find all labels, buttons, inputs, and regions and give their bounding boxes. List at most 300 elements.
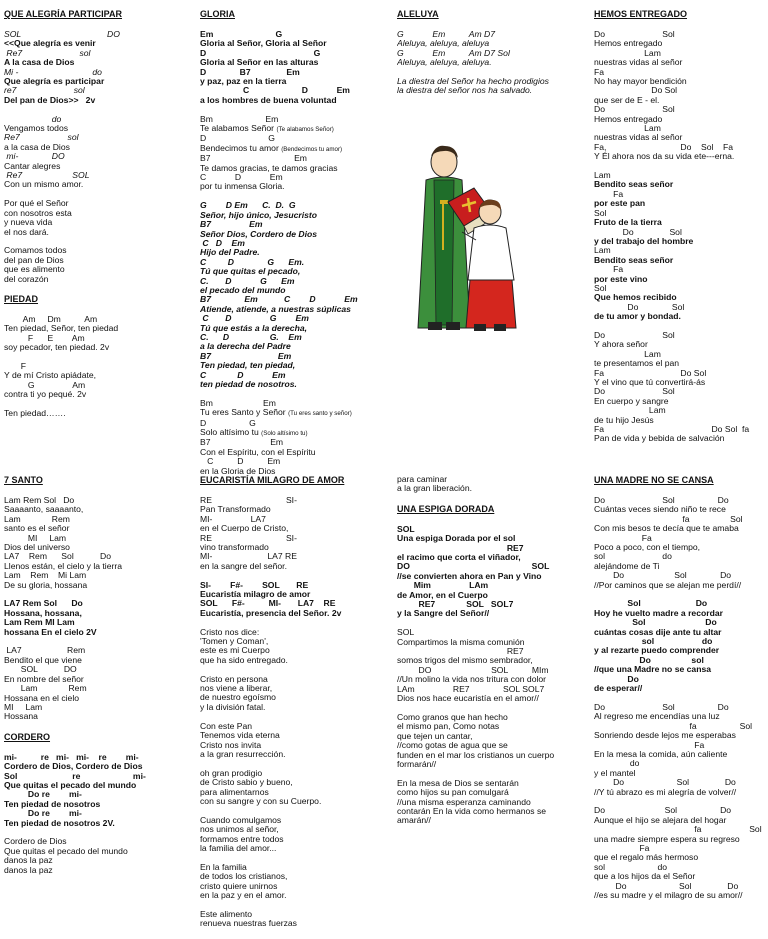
- lyric-text: y la Sangre del Señor//: [397, 608, 490, 619]
- lyric-text: y al rezarte puedo comprender: [594, 645, 720, 656]
- lyric-text: contra ti yo pequé. 2v: [4, 389, 87, 400]
- lyric-text: de Cristo sabio y bueno,: [200, 777, 293, 788]
- response-note: (Te alabamos Señor): [276, 126, 334, 134]
- lyric-text: Te alabamos Señor: [200, 123, 277, 134]
- lyric-text: C D Em: [200, 369, 286, 380]
- song-section: [4, 9, 184, 284]
- lyric-text: RE7: [397, 646, 524, 657]
- lyric-text: Sonriendo desde lejos me esperabas: [594, 730, 736, 741]
- song-title: CORDERO: [4, 731, 51, 742]
- lyric-text: C. D G. Em: [200, 331, 302, 342]
- lyric-line: [4, 343, 184, 352]
- lyric-text: Sol Do: [594, 598, 708, 609]
- lyric-text: nuestras vidas al señor: [594, 132, 683, 143]
- lyric-text: y el mantel: [594, 767, 636, 778]
- lyric-text: Cristo en persona: [200, 673, 268, 684]
- lyric-text: <<Que alegría es venir: [4, 38, 96, 49]
- lyric-text: Tú que quitas el pecado,: [200, 266, 301, 277]
- song-section: [397, 475, 587, 494]
- lyric-text: C D G Em.: [200, 256, 305, 267]
- lyric-text: sol do: [594, 861, 668, 872]
- lyric-text: Sol Do: [594, 617, 717, 628]
- lyric-text: Compartimos la misma comunión: [397, 636, 525, 647]
- lyric-text: //Por caminos que se alejan me perdí//: [594, 579, 742, 590]
- lyric-text: Solo altísimo tu: [200, 427, 262, 438]
- lyric-text: funden en el mar los cristianos un cuerpo: [397, 749, 555, 760]
- lyric-text: La diestra del Señor ha hecho prodigios: [397, 76, 549, 87]
- lyric-text: Re7 sol: [4, 132, 79, 143]
- lyric-line: [200, 380, 390, 389]
- lyric-text: el racimo que corta el viñador,: [397, 552, 521, 563]
- lyric-text: Do Sol Do: [594, 701, 729, 712]
- lyric-text: Bendito seas señor: [594, 179, 674, 190]
- lyric-text: Con el Espíritu, con el Espíritu: [200, 446, 316, 457]
- lyric-line: [4, 228, 184, 237]
- lyric-text: Hijo del Padre.: [200, 247, 260, 258]
- lyric-line: [594, 237, 768, 246]
- lyric-text: nos viene a liberar,: [200, 683, 273, 694]
- lyric-text: Sol: [594, 207, 607, 218]
- lyric-text: Do re mi-: [4, 789, 82, 800]
- lyric-text: RE SI-: [200, 532, 297, 543]
- lyric-text: Fa: [594, 264, 624, 275]
- lyric-text: sol do: [594, 551, 672, 562]
- lyric-text: Cordero de Dios, Cordero de Dios: [4, 761, 143, 772]
- priest-figure: [418, 146, 470, 330]
- lyric-line: [4, 819, 184, 828]
- lyric-text: para caminar: [397, 475, 448, 484]
- lyric-text: C D Em: [200, 85, 350, 96]
- lyric-text: con su sangre y con su Cuerpo.: [200, 795, 322, 806]
- lyric-text: G Em Am D7 Sol: [397, 47, 510, 58]
- lyric-line: [4, 275, 184, 284]
- lyric-text: Fa, Do Sol Fa: [594, 141, 733, 152]
- song-section: [200, 9, 390, 476]
- lyric-text: Fa: [594, 532, 652, 543]
- lyric-text: a los hombres de buena voluntad: [200, 94, 337, 105]
- lyric-text: Señor, hijo único, Jesucristo: [200, 209, 317, 220]
- lyric-text: Que hemos recibido: [594, 292, 677, 303]
- lyric-line: [397, 58, 577, 67]
- lyric-text: con nosotros esta: [4, 207, 72, 218]
- lyric-text: D G: [200, 47, 321, 58]
- song-title: 7 SANTO: [4, 475, 43, 485]
- lyric-text: SOL: [397, 523, 415, 534]
- lyric-text: Mim LAm: [397, 580, 489, 591]
- lyric-text: de nuestro egoísmo: [200, 692, 276, 703]
- lyric-text: oh gran prodigio: [200, 767, 263, 778]
- lyric-text: SOL: [397, 627, 415, 638]
- lyric-line: [594, 312, 768, 321]
- lyric-text: MI Lam: [4, 701, 43, 712]
- lyric-text: este es mi Cuerpo: [200, 645, 270, 656]
- lyric-line: [200, 609, 390, 618]
- lyric-text: a la derecha del Padre: [200, 341, 291, 352]
- lyric-text: Del pan de Dios>> 2v: [4, 94, 96, 105]
- lyric-text: hossana En el cielo 2V: [4, 626, 97, 637]
- lyric-text: Que quitas el pecado del mundo: [4, 779, 137, 790]
- lyric-text: en el Cuerpo de Cristo,: [200, 523, 289, 534]
- lyric-text: que es alimento: [4, 264, 65, 275]
- lyric-text: Te damos gracias, te damos gracias: [200, 162, 338, 173]
- song-section: [4, 732, 184, 875]
- lyric-line: [200, 656, 390, 665]
- lyric-text: Pan Transformado: [200, 504, 271, 515]
- lyric-text: Do Sol: [594, 329, 675, 340]
- lyric-text: cuántas cosas dije ante tu altar: [594, 626, 722, 637]
- lyric-text: Do Sol Do: [594, 495, 729, 505]
- lyric-text: Fruto de la tierra: [594, 217, 662, 228]
- lyric-text: do: [594, 758, 640, 769]
- lyric-line: [200, 562, 390, 571]
- lyric-text: vino transformado: [200, 542, 269, 553]
- lyric-line: [4, 180, 184, 189]
- lyric-text: RE7 SOL SOL7: [397, 599, 514, 610]
- lyric-text: en la paz y en el amor.: [200, 889, 287, 900]
- lyric-text: Do: [594, 673, 639, 684]
- lyric-text: SOL DO: [4, 29, 120, 39]
- lyric-text: Hemos entregado: [594, 38, 663, 49]
- lyric-text: Hossana, hossana,: [4, 607, 82, 618]
- lyric-text: D G: [200, 417, 256, 428]
- lyric-text: Lam: [594, 405, 666, 416]
- lyric-text: Do Sol Do: [594, 805, 732, 816]
- lyric-text: santo es el señor: [4, 523, 70, 534]
- lyric-text: Lam: [594, 170, 611, 181]
- lyric-text: Dios nos hace eucaristía en el amor//: [397, 693, 539, 704]
- lyric-text: Sol: [594, 282, 607, 293]
- lyric-text: G Em Am D7: [397, 29, 496, 39]
- lyric-line: [594, 275, 768, 284]
- lyric-text: LA7 Rem: [4, 645, 86, 656]
- lyric-text: mi- DO: [4, 151, 65, 162]
- lyric-text: Gloria al Señor en las alturas: [200, 57, 319, 68]
- lyric-text: SOL DO: [4, 664, 77, 675]
- lyric-line: [594, 788, 768, 797]
- lyric-text: y del trabajo del hombre: [594, 235, 694, 246]
- song-section: [397, 9, 577, 96]
- lyric-text: Re7 sol: [4, 47, 91, 58]
- lyric-text: //como gotas de agua que se: [397, 740, 508, 751]
- lyric-text: D G: [200, 133, 275, 144]
- lyric-text: DO SOL: [397, 561, 550, 572]
- lyric-text: formamos entre todos: [200, 833, 284, 844]
- blank-line: [4, 353, 184, 362]
- lyric-text: De su gloria, hossana: [4, 579, 88, 590]
- lyric-text: Do Sol Do: [594, 880, 739, 891]
- lyric-text: Este alimento: [200, 908, 253, 919]
- lyric-text: Llenos están, el cielo y la tierra: [4, 560, 122, 571]
- lyric-text: Do re mi-: [4, 808, 82, 819]
- lyric-text: Aleluya, aleluya, aleluya.: [397, 57, 492, 68]
- lyric-text: 'Tomen y Coman',: [200, 636, 269, 647]
- lyric-line: [200, 182, 390, 191]
- lyric-text: Lam: [594, 245, 611, 256]
- lyric-text: Cantar alegres: [4, 160, 61, 171]
- lyric-line: [200, 844, 390, 853]
- lyric-text: una madre siempre espera su regreso: [594, 833, 740, 844]
- lyric-text: Atiende, atiende, a nuestras súplicas: [200, 303, 351, 314]
- lyric-text: Ten piedad de nosotros 2V.: [4, 817, 115, 828]
- lyric-text: del pan de Dios: [4, 254, 64, 265]
- lyric-line: [4, 96, 184, 105]
- song-section: [200, 475, 390, 929]
- lyric-text: Cordero de Dios: [4, 836, 67, 847]
- lyric-text: soy pecador, ten piedad. 2v: [4, 342, 110, 353]
- lyric-line: [4, 409, 184, 418]
- lyric-line: [200, 96, 390, 105]
- lyric-text: cristo quiere unirnos: [200, 880, 278, 891]
- lyric-text: Lam Rem Mi Lam: [4, 570, 87, 581]
- song-title: HEMOS ENTREGADO: [594, 9, 688, 19]
- lyric-text: Dios del universo: [4, 542, 70, 553]
- lyric-text: Eucaristía milagro de amor: [200, 589, 311, 600]
- lyric-text: como hijos su pan comulgará: [397, 787, 509, 798]
- column-8: [594, 475, 768, 910]
- lyric-text: Do Sol Do: [594, 777, 736, 788]
- lyric-text: do: [4, 113, 62, 124]
- lyric-text: Lam: [594, 348, 661, 359]
- lyric-text: //Y tú abrazo es mi alegría de volver//: [594, 786, 737, 797]
- lyric-text: //se convierten ahora en Pan y Vino: [397, 570, 542, 581]
- lyric-text: el pecado del mundo: [200, 284, 286, 295]
- lyric-text: //Un molino la vida nos tritura con dolor: [397, 674, 547, 685]
- lyric-text: Al regreso me encendías una luz: [594, 711, 720, 722]
- lyric-text: Cristo nos dice:: [200, 626, 260, 637]
- lyric-text: RE SI-: [200, 495, 297, 505]
- lyric-text: nos unimos al señor,: [200, 824, 279, 835]
- song-section: [397, 504, 587, 826]
- lyric-line: [397, 484, 587, 493]
- lyric-text: por este pan: [594, 198, 646, 209]
- lyric-text: Do Sol: [594, 29, 675, 39]
- lyric-text: fa Sol: [594, 720, 753, 731]
- lyric-line: [4, 866, 184, 875]
- lyric-line: [4, 390, 184, 399]
- lyric-text: D B7 Em: [200, 66, 300, 77]
- lyric-text: //es su madre y el milagro de su amor//: [594, 890, 743, 901]
- lyric-text: de esperar//: [594, 683, 643, 694]
- lyric-text: que ser de E - el.: [594, 94, 660, 105]
- lyric-text: Em G: [200, 29, 283, 39]
- lyric-text: Ten piedad, ten piedad,: [200, 360, 296, 371]
- lyric-text: de tu hijo Jesús: [594, 414, 654, 425]
- column-5: [4, 475, 184, 885]
- lyric-line: [397, 694, 587, 703]
- lyric-text: de tu amor y bondad.: [594, 311, 681, 322]
- lyric-text: Y el vino que tú convertirá-ás: [594, 377, 706, 387]
- lyric-text: a la gran liberación.: [397, 483, 473, 494]
- lyric-text: C D G Em: [200, 313, 309, 324]
- lyric-text: y la división fatal.: [200, 701, 266, 712]
- lyric-text: para alimentarnos: [200, 786, 269, 797]
- lyric-text: sol do: [594, 636, 713, 647]
- lyric-text: MI- LA7 RE: [200, 551, 297, 562]
- lyric-text: por tu inmensa Gloria.: [200, 181, 285, 192]
- lyric-text: C. D G Em: [200, 275, 295, 286]
- lyric-text: C D Em: [200, 456, 281, 467]
- lyric-text: En la mesa de Dios se sentarán: [397, 777, 519, 788]
- lyric-line: [200, 703, 390, 712]
- lyric-text: formarán//: [397, 758, 437, 769]
- lyric-text: Lam Rem MI Lam: [4, 617, 75, 628]
- lyric-text: Por qué el Señor: [4, 198, 69, 209]
- song-title: GLORIA: [200, 9, 235, 19]
- lyric-text: Lam Rem: [4, 683, 87, 694]
- lyric-text: de todos los cristianos,: [200, 871, 288, 882]
- lyric-text: danos la paz: [4, 864, 53, 875]
- lyric-text: Aunque el hijo se alejara del hogar: [594, 814, 727, 825]
- lyric-text: en la sangre del señor.: [200, 560, 287, 571]
- response-note: (Tu eres santo y señor): [288, 410, 352, 418]
- lyric-text: mi- re mi- mi- re mi-: [4, 751, 139, 762]
- lyric-text: del corazón: [4, 273, 49, 284]
- lyric-text: que ha sido entregado.: [200, 654, 288, 665]
- lyric-text: No hay mayor bendición: [594, 76, 687, 87]
- lyric-text: MI- LA7: [200, 513, 266, 524]
- lyric-text: Que quitas el pecado del mundo: [4, 845, 128, 856]
- lyric-line: [594, 434, 768, 443]
- lyric-text: C D Em: [200, 172, 283, 183]
- lyric-text: C D Em: [200, 237, 245, 248]
- lyric-text: Do Sol: [594, 104, 675, 115]
- lyric-text: F: [4, 360, 26, 371]
- song-title: PIEDAD: [4, 293, 39, 304]
- lyric-text: MI Lam: [4, 532, 67, 543]
- lyric-text: Señor Dios, Cordero de Dios: [200, 228, 317, 239]
- column-4: [594, 9, 768, 454]
- lyric-text: Con mis besos te decía que te amaba: [594, 523, 739, 534]
- column-3: [397, 9, 577, 106]
- lyric-text: Tú que estás a la derecha,: [200, 322, 307, 333]
- lyric-text: Bm Em: [200, 113, 279, 124]
- lyric-text: re7 sol: [4, 85, 85, 96]
- lyric-text: Do sol: [594, 654, 704, 665]
- lyric-text: fa Sol: [594, 824, 762, 835]
- lyric-line: [397, 86, 577, 95]
- lyric-text: Hoy he vuelto madre a recordar: [594, 607, 723, 618]
- lyric-line: [594, 684, 768, 693]
- lyric-text: Y de mí Cristo apiádate,: [4, 370, 97, 381]
- lyric-text: Fa: [594, 842, 650, 853]
- lyric-line: [594, 152, 768, 161]
- lyric-line: [200, 919, 390, 928]
- lyric-text: G D Em C. D. G: [200, 200, 296, 211]
- lyric-text: Re7 SOL: [4, 170, 90, 181]
- lyric-text: Cuántas veces siendo niño te rece: [594, 504, 726, 515]
- lyric-text: y nueva vida: [4, 217, 53, 228]
- lyric-text: Una espiga Dorada por el sol: [397, 533, 516, 544]
- lyric-text: Fa Do Sol fa: [594, 424, 750, 435]
- lyric-text: Y Él ahora nos da su vida ete---erna.: [594, 151, 735, 162]
- lyric-text: contarán En la vida como hermanos se: [397, 805, 547, 816]
- lyric-text: Fa: [594, 188, 624, 199]
- lyric-text: Como granos que han hecho: [397, 711, 508, 722]
- lyric-text: SI- F#- SOL RE: [200, 579, 309, 590]
- song-title: EUCARISTÍA MILAGRO DE AMOR: [200, 475, 345, 485]
- lyric-text: en la Gloria de Dios: [200, 465, 276, 476]
- lyric-text: danos la paz: [4, 855, 53, 866]
- lyric-text: B7 Em: [200, 219, 263, 230]
- lyric-text: Y ahora señor: [594, 339, 648, 350]
- lyric-text: Ten piedad…….: [4, 407, 66, 418]
- song-title: ALELUYA: [397, 9, 439, 19]
- lyric-line: [200, 891, 390, 900]
- lyric-text: F E Am: [4, 332, 85, 343]
- lyric-text: Tenemos vida eterna: [200, 730, 280, 741]
- lyric-text: Lam: [594, 123, 661, 134]
- lyric-text: A la casa de Dios: [4, 57, 75, 68]
- lyric-text: Lam Rem: [4, 513, 70, 524]
- lyric-text: y paz, paz en la tierra: [200, 76, 287, 87]
- priest-and-altar-boy-illustration: [404, 140, 526, 340]
- lyric-text: Do Sol: [594, 85, 678, 96]
- lyric-text: Cuando comulgamos: [200, 814, 282, 825]
- lyric-text: Vengamos todos: [4, 123, 69, 134]
- song-title: UNA ESPIGA DORADA: [397, 503, 495, 514]
- lyric-text: LAm RE7 SOL SOL7: [397, 683, 545, 694]
- lyric-text: por este vino: [594, 273, 648, 284]
- lyric-text: Cristo nos invita: [200, 739, 262, 750]
- lyric-text: Ten piedad de nosotros: [4, 798, 101, 809]
- lyric-text: nuestras vidas al señor: [594, 57, 683, 68]
- lyric-text: Pan de vida y bebida de salvación: [594, 433, 725, 444]
- lyric-text: Do Sol: [594, 386, 675, 397]
- lyric-text: la diestra del señor nos ha salvado.: [397, 85, 533, 96]
- lyric-text: Fa: [594, 739, 705, 750]
- lyric-text: //una misma esperanza caminando: [397, 796, 531, 807]
- lyric-line: [397, 760, 587, 769]
- song-title: QUE ALEGRÍA PARTICIPAR: [4, 9, 123, 19]
- column-1: [4, 9, 184, 428]
- lyric-text: Hemos entregado: [594, 113, 663, 124]
- lyric-line: [397, 609, 587, 618]
- lyric-text: Gloria al Señor, Gloria al Señor: [200, 38, 327, 49]
- response-note: (Bendecimos tu amor): [281, 145, 343, 153]
- lyric-text: DO SOL MIm: [397, 664, 549, 675]
- lyric-text: Saaaanto, saaaanto,: [4, 504, 84, 515]
- lyric-text: que tejen un cantar,: [397, 730, 473, 741]
- lyric-text: B7 Em C D Em: [200, 294, 358, 305]
- lyric-text: somos trigos del mismo sembrador,: [397, 655, 533, 666]
- lyric-line: [594, 581, 768, 590]
- column-6: [200, 475, 390, 939]
- lyric-text: Con un mismo amor.: [4, 179, 84, 190]
- lyric-text: B7 Em: [200, 437, 284, 448]
- lyric-line: [4, 628, 184, 637]
- lyric-text: Do Sol: [594, 301, 685, 312]
- lyric-text: Poco a poco, con el tiempo,: [594, 542, 701, 553]
- lyric-line: [397, 816, 587, 825]
- response-note: (Solo altísimo tu): [261, 430, 308, 438]
- lyric-line: [594, 891, 768, 900]
- lyric-text: En nombre del señor: [4, 673, 84, 684]
- lyric-text: SOL F#- MI- LA7 RE: [200, 598, 336, 609]
- lyric-text: Hossana: [4, 711, 38, 722]
- lyric-text: amarán//: [397, 815, 431, 826]
- lyric-line: [4, 712, 184, 721]
- lyric-text: Comamos todos: [4, 245, 67, 256]
- lyric-text: Bm Em: [200, 397, 276, 408]
- lyric-text: Fa: [594, 66, 605, 77]
- lyric-text: que a los hijos da el Señor: [594, 871, 696, 882]
- lyric-text: En la mesa la comida, aún caliente: [594, 748, 728, 759]
- lyric-text: Que alegría es participar: [4, 76, 105, 87]
- song-section: [594, 475, 768, 900]
- lyric-line: [594, 199, 768, 208]
- lyric-text: B7 Em: [200, 153, 307, 164]
- lyric-text: Do Sol: [594, 226, 682, 237]
